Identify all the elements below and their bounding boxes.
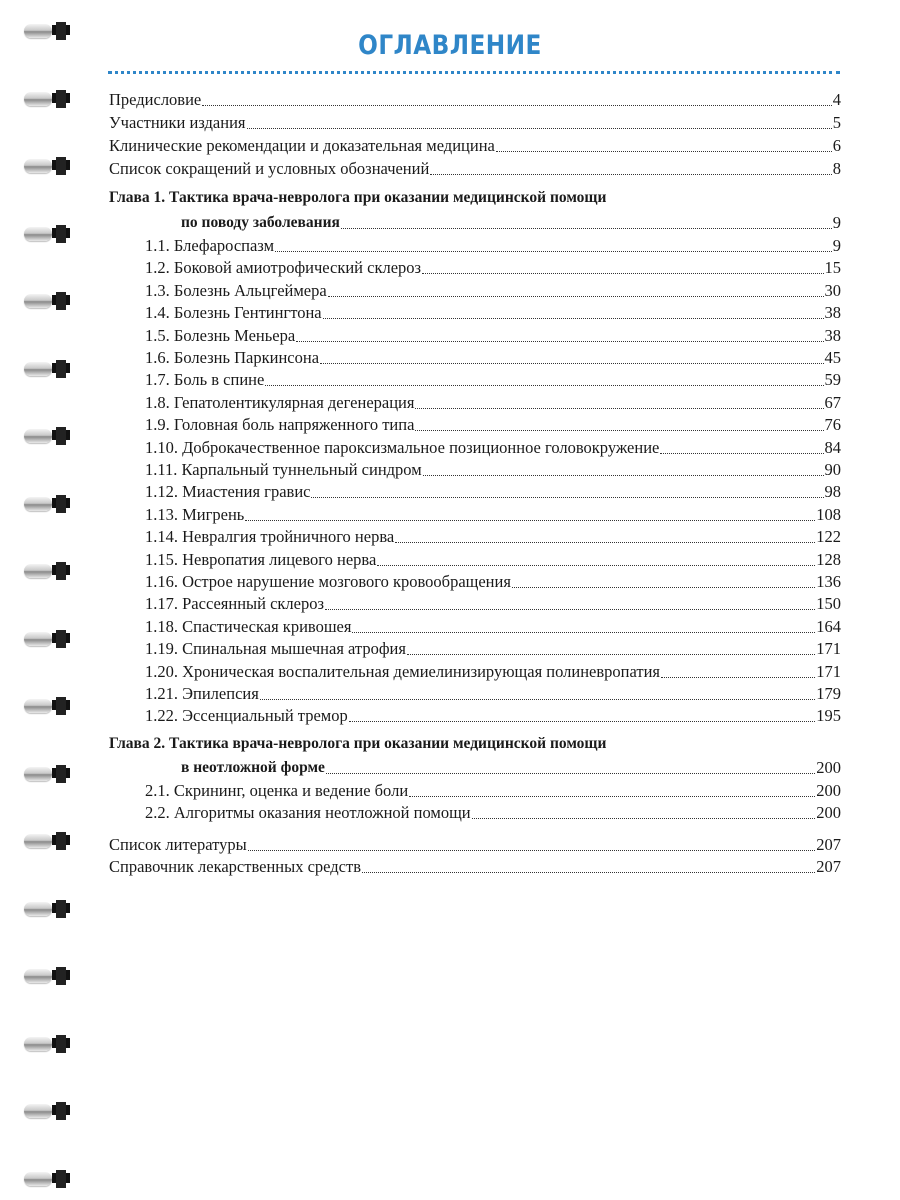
chapter2-heading-cont[interactable] xyxy=(181,756,841,778)
toc-entry-label: 1.5. Болезнь Меньера xyxy=(145,325,296,345)
toc-entry-page: 15 xyxy=(824,258,841,278)
toc-entry-references[interactable] xyxy=(109,833,841,855)
toc-entry-1-21[interactable] xyxy=(145,682,841,704)
toc-entry-page: 9 xyxy=(832,236,841,255)
toc-entry-label: 1.17. Рассеянный склероз xyxy=(145,594,325,614)
toc-entry-label: 1.2. Боковой амиотрофический склероз xyxy=(145,258,422,278)
toc-entry-1-4[interactable] xyxy=(145,301,841,323)
toc-entry-label: 1.11. Карпальный туннельный синдром xyxy=(145,460,422,479)
toc-entry-contributors[interactable] xyxy=(109,111,841,133)
toc-entry-page: 179 xyxy=(816,684,841,703)
toc-entry-label: 1.16. Острое нарушение мозгового кровообращения xyxy=(145,572,511,591)
toc-entry-1-14[interactable] xyxy=(145,525,841,547)
toc-entry-page: 195 xyxy=(816,706,841,726)
toc-entry-label: 1.18. Спастическая кривошея xyxy=(145,616,352,636)
toc-entry-page: 59 xyxy=(824,370,841,390)
toc-entry-page: 98 xyxy=(824,482,841,502)
toc-entry-1-3[interactable] xyxy=(145,279,841,301)
toc-entry-page: 108 xyxy=(816,504,841,524)
toc-entry-label: 1.19. Спинальная мышечная атрофия xyxy=(145,639,406,659)
toc-entry-label: 1.9. Головная боль напряженного типа xyxy=(145,415,415,435)
toc-entry-1-17[interactable] xyxy=(145,592,841,614)
chapter2-heading-line2: в неотложной форме xyxy=(181,759,325,776)
toc-entry-label: 1.8. Гепатолентикулярная дегенерация xyxy=(145,392,415,412)
toc-entry-label: 1.4. Болезнь Гентингтона xyxy=(145,303,322,323)
toc-entry-1-11[interactable] xyxy=(145,458,841,480)
toc-entry-1-16[interactable] xyxy=(145,570,841,592)
chapter1-heading-line2: по поводу заболевания xyxy=(181,214,340,231)
toc-entry-page: 30 xyxy=(824,280,841,300)
toc-entry-page: 207 xyxy=(816,857,841,876)
toc-entry-1-7[interactable] xyxy=(145,368,841,390)
toc-entry-1-15[interactable] xyxy=(145,548,841,570)
toc-entry-page: 207 xyxy=(816,835,841,854)
toc-entry-2-1[interactable] xyxy=(145,779,841,801)
toc-entry-page: 136 xyxy=(816,572,841,591)
toc-entry-page: 6 xyxy=(832,136,841,155)
toc-entry-label: 1.15. Невропатия лицевого нерва xyxy=(145,549,377,569)
toc-entry-1-19[interactable] xyxy=(145,637,841,659)
toc-entry-page: 128 xyxy=(816,549,841,569)
toc-entry-label: 1.22. Эссенциальный тремор xyxy=(145,706,348,726)
toc-entry-page: 45 xyxy=(824,348,841,367)
toc-entry-label: 2.2. Алгоритмы оказания неотложной помощи xyxy=(145,803,471,822)
toc-entry-1-12[interactable] xyxy=(145,480,841,502)
toc-entry-label: 2.1. Скрининг, оценка и ведение боли xyxy=(145,781,409,800)
toc-entry-page: 200 xyxy=(816,803,841,822)
toc-entry-label: 1.21. Эпилепсия xyxy=(145,684,259,703)
toc-entry-1-18[interactable] xyxy=(145,615,841,637)
toc-entry-1-20[interactable] xyxy=(145,660,841,682)
toc-entry-page: 90 xyxy=(824,460,841,479)
toc-entry-1-1[interactable] xyxy=(145,234,841,256)
toc-entry-label: 1.6. Болезнь Паркинсона xyxy=(145,348,320,367)
toc-entry-1-8[interactable] xyxy=(145,391,841,413)
toc-entry-page: 4 xyxy=(832,90,841,109)
chapter1-heading-cont[interactable] xyxy=(181,211,841,233)
toc-entry-page: 84 xyxy=(824,437,841,457)
toc-entry-page: 67 xyxy=(824,392,841,412)
toc-entry-page: 200 xyxy=(816,781,841,800)
toc-entry-page: 171 xyxy=(816,639,841,659)
toc-entry-page: 164 xyxy=(816,616,841,636)
toc-entry-label: 1.12. Миастения гравис xyxy=(145,482,311,502)
toc-entry-label: Список сокращений и условных обозначений xyxy=(109,159,430,178)
toc-entry-label: 1.10. Доброкачественное пароксизмальное позиционное головокружение xyxy=(145,437,660,457)
toc-entry-page: 8 xyxy=(832,159,841,178)
toc-entry-1-22[interactable] xyxy=(145,704,841,726)
toc-entry-drug-reference[interactable] xyxy=(109,855,841,877)
chapter2-page: 200 xyxy=(816,758,841,777)
toc-entry-page: 171 xyxy=(816,661,841,681)
toc-entry-label: 1.1. Блефароспазм xyxy=(145,236,275,255)
toc-entry-label: Список литературы xyxy=(109,835,247,854)
toc-entry-page: 38 xyxy=(824,303,841,323)
chapter1-page: 9 xyxy=(832,213,841,232)
toc-entry-page: 76 xyxy=(824,415,841,435)
chapter1-heading[interactable]: Глава 1. Тактика врача-невролога при оказании медицинской помощи xyxy=(109,189,607,206)
toc-entry-1-2[interactable] xyxy=(145,256,841,278)
toc-entry-label: Справочник лекарственных средств xyxy=(109,857,361,876)
chapter2-heading[interactable]: Глава 2. Тактика врача-невролога при оказании медицинской помощи xyxy=(109,735,607,752)
toc-entry-label: 1.3. Болезнь Альцгеймера xyxy=(145,280,327,300)
page-title: ОГЛАВЛЕНИЕ xyxy=(358,30,542,61)
toc-entry-1-10[interactable] xyxy=(145,436,841,458)
toc-entry-preface[interactable] xyxy=(109,88,841,110)
toc-entry-abbreviations[interactable] xyxy=(109,157,841,179)
toc-entry-page: 150 xyxy=(816,594,841,614)
toc-entry-page: 38 xyxy=(824,325,841,345)
toc-entry-label: 1.7. Боль в спине xyxy=(145,370,265,390)
toc-entry-label: 1.14. Невралгия тройничного нерва xyxy=(145,527,395,547)
toc-entry-guidelines[interactable] xyxy=(109,134,841,156)
toc-entry-1-13[interactable] xyxy=(145,503,841,525)
toc-entry-page: 5 xyxy=(832,113,841,132)
toc-entry-2-2[interactable] xyxy=(145,801,841,823)
toc-entry-1-6[interactable] xyxy=(145,346,841,368)
toc-entry-label: Клинические рекомендации и доказательная медицина xyxy=(109,136,495,155)
toc-entry-label: 1.13. Мигрень xyxy=(145,504,245,524)
toc-entry-label: Предисловие xyxy=(109,90,202,109)
toc-entry-1-9[interactable] xyxy=(145,413,841,435)
toc-entry-label: 1.20. Хроническая воспалительная демиелинизирующая полиневропатия xyxy=(145,661,661,681)
toc-entry-page: 122 xyxy=(816,527,841,547)
toc-entry-1-5[interactable] xyxy=(145,324,841,346)
toc-entry-label: Участники издания xyxy=(109,113,246,132)
